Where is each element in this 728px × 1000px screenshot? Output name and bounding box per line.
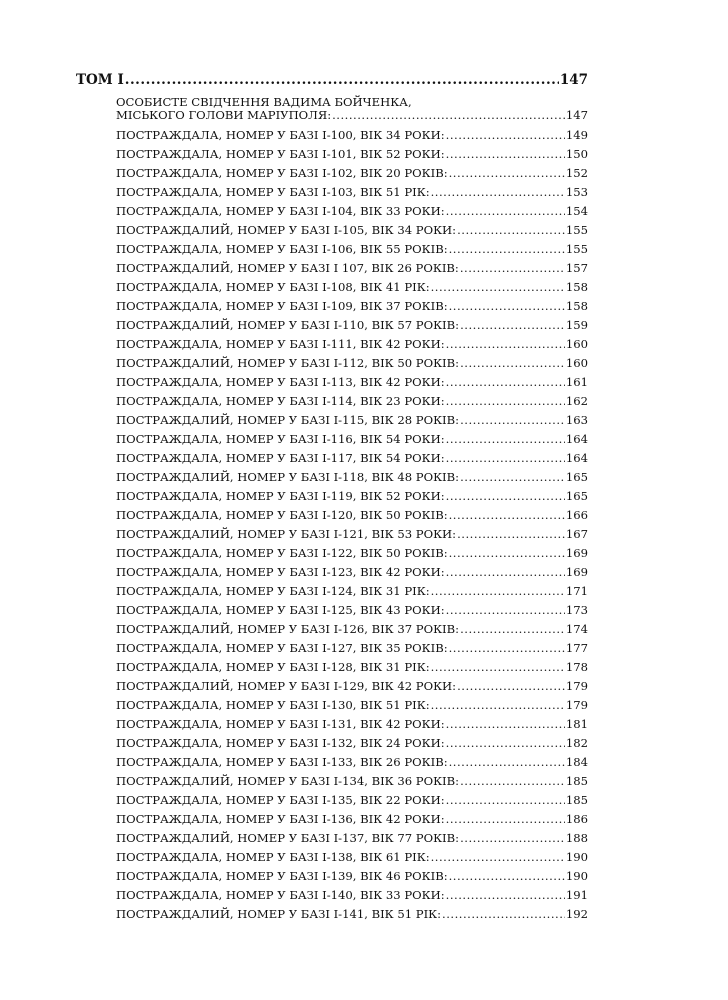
dot-leader (446, 889, 565, 902)
dot-leader (460, 414, 565, 427)
toc-entry-title: ПОСТРАЖДАЛА, НОМЕР У БАЗІ I-140, ВІК 33 РОКИ: (116, 888, 445, 902)
dot-leader (457, 680, 565, 693)
toc-entry[interactable] (116, 889, 588, 902)
toc-entry[interactable] (116, 395, 588, 408)
dot-leader (446, 129, 565, 142)
toc-entry[interactable] (116, 528, 588, 541)
toc-entry[interactable] (116, 737, 588, 750)
toc-entry-title: ПОСТРАЖДАЛА, НОМЕР У БАЗІ I-139, ВІК 46 РОКІВ: (116, 869, 448, 883)
dot-leader (442, 908, 565, 921)
toc-entry-title: ПОСТРАЖДАЛА, НОМЕР У БАЗІ I-123, ВІК 42 РОКИ: (116, 565, 445, 579)
dot-leader (460, 623, 565, 636)
dot-leader (449, 300, 565, 313)
toc-entry[interactable] (116, 718, 588, 731)
dot-leader (460, 832, 565, 845)
toc-entry-page: 149 (565, 128, 588, 142)
toc-entry[interactable] (116, 794, 588, 807)
toc-entry-title: ПОСТРАЖДАЛИЙ, НОМЕР У БАЗІ I-105, ВІК 34 РОКИ: (116, 223, 457, 237)
toc-entry-title: ПОСТРАЖДАЛА, НОМЕР У БАЗІ I-125, ВІК 43 РОКИ: (116, 603, 445, 617)
dot-leader (457, 528, 565, 541)
toc-entry-page: 152 (565, 166, 588, 180)
toc-entry-title: ПОСТРАЖДАЛА, НОМЕР У БАЗІ I-113, ВІК 42 РОКИ: (116, 375, 445, 389)
toc-entry[interactable] (116, 357, 588, 370)
toc-entry[interactable] (116, 813, 588, 826)
toc-entry-page: 164 (565, 451, 588, 465)
toc-entry-title: ПОСТРАЖДАЛА, НОМЕР У БАЗІ I-114, ВІК 23 РОКИ: (116, 394, 445, 408)
toc-entry[interactable] (116, 414, 588, 427)
toc-volume-heading[interactable] (76, 72, 588, 88)
toc-entry-title: ПОСТРАЖДАЛА, НОМЕР У БАЗІ I-133, ВІК 26 РОКІВ: (116, 755, 448, 769)
toc-entry[interactable] (116, 851, 588, 864)
toc-entry[interactable] (116, 281, 588, 294)
dot-leader (431, 661, 565, 674)
toc-entry-title: ПОСТРАЖДАЛА, НОМЕР У БАЗІ I-103, ВІК 51 РІК: (116, 185, 430, 199)
dot-leader (446, 604, 565, 617)
dot-leader (446, 338, 565, 351)
dot-leader (446, 148, 565, 161)
toc-entry-title-line2: МІСЬКОГО ГОЛОВИ МАРІУПОЛЯ: (116, 108, 332, 122)
toc-entry-page: 185 (565, 774, 588, 788)
dot-leader (446, 452, 565, 465)
toc-entry-page: 153 (565, 185, 588, 199)
toc-entry-page: 169 (565, 546, 588, 560)
toc-entry-page: 162 (565, 394, 588, 408)
dot-leader (449, 547, 565, 560)
dot-leader (449, 167, 565, 180)
dot-leader (460, 319, 565, 332)
toc-entry[interactable] (116, 490, 588, 503)
toc-entry-page: 165 (565, 489, 588, 503)
toc-entry-page: 167 (565, 527, 588, 541)
toc-entry[interactable] (116, 433, 588, 446)
toc-entry-page: 190 (565, 869, 588, 883)
dot-leader (449, 870, 565, 883)
toc-entry-page: 178 (565, 660, 588, 674)
toc-entry[interactable] (116, 376, 588, 389)
toc-entry[interactable] (116, 224, 588, 237)
toc-entry-personal-testimony[interactable] (116, 96, 588, 122)
toc-entry[interactable] (116, 167, 588, 180)
toc-entry[interactable] (116, 243, 588, 256)
toc-entry-title: ПОСТРАЖДАЛА, НОМЕР У БАЗІ I-101, ВІК 52 РОКИ: (116, 147, 445, 161)
dot-leader (446, 376, 565, 389)
toc-entry-page: 163 (565, 413, 588, 427)
dot-leader (460, 262, 565, 275)
toc-entry[interactable] (116, 300, 588, 313)
dot-leader (446, 718, 565, 731)
toc-entry-page: 179 (565, 679, 588, 693)
toc-entry-page: 160 (565, 337, 588, 351)
toc-entry-title: ПОСТРАЖДАЛИЙ, НОМЕР У БАЗІ I-126, ВІК 37 РОКІВ: (116, 622, 460, 636)
toc-entry-title: ПОСТРАЖДАЛА, НОМЕР У БАЗІ I-109, ВІК 37 РОКІВ: (116, 299, 448, 313)
toc-entry-page: 155 (565, 242, 588, 256)
toc-entry-page: 186 (565, 812, 588, 826)
toc-entry-title: ПОСТРАЖДАЛА, НОМЕР У БАЗІ I-136, ВІК 42 РОКИ: (116, 812, 445, 826)
toc-entry-page: 192 (565, 907, 588, 921)
toc-entry-page: 160 (565, 356, 588, 370)
toc-entry-page: 191 (565, 888, 588, 902)
toc-entry-page: 164 (565, 432, 588, 446)
toc-entry-page: 161 (565, 375, 588, 389)
toc-entry-page: 169 (565, 565, 588, 579)
toc-entry-title: ПОСТРАЖДАЛИЙ, НОМЕР У БАЗІ I-129, ВІК 42 РОКИ: (116, 679, 457, 693)
toc-entry-page: 171 (565, 584, 588, 598)
toc-entry-title: ПОСТРАЖДАЛА, НОМЕР У БАЗІ I-138, ВІК 61 РІК: (116, 850, 430, 864)
toc-entry-page: 155 (565, 223, 588, 237)
toc-entry[interactable] (116, 262, 588, 275)
toc-entry-page: 184 (565, 755, 588, 769)
toc-entry-title: ПОСТРАЖДАЛИЙ, НОМЕР У БАЗІ I-115, ВІК 28 РОКІВ: (116, 413, 460, 427)
toc-entry-page: 179 (565, 698, 588, 712)
toc-entry-title: ПОСТРАЖДАЛИЙ, НОМЕР У БАЗІ I-110, ВІК 57 РОКІВ: (116, 318, 460, 332)
dot-leader (446, 205, 565, 218)
toc-entry-page: 177 (565, 641, 588, 655)
toc-entry-page: 166 (565, 508, 588, 522)
toc-entry[interactable] (116, 566, 588, 579)
toc-entry-title: ПОСТРАЖДАЛА, НОМЕР У БАЗІ I-120, ВІК 50 РОКІВ: (116, 508, 448, 522)
toc-entry-title: ПОСТРАЖДАЛА, НОМЕР У БАЗІ I-128, ВІК 31 РІК: (116, 660, 430, 674)
toc-entry-title-line1: ОСОБИСТЕ СВІДЧЕННЯ ВАДИМА БОЙЧЕНКА, (116, 95, 412, 109)
toc-entry-title: ПОСТРАЖДАЛА, НОМЕР У БАЗІ I-111, ВІК 42 РОКИ: (116, 337, 445, 351)
toc-entry-title: ПОСТРАЖДАЛИЙ, НОМЕР У БАЗІ I-121, ВІК 53 РОКИ: (116, 527, 457, 541)
toc-entry[interactable] (116, 642, 588, 655)
toc-entry-page: 165 (565, 470, 588, 484)
toc-entry-title: ПОСТРАЖДАЛИЙ, НОМЕР У БАЗІ I-134, ВІК 36 РОКІВ: (116, 774, 460, 788)
toc-entry-title: ПОСТРАЖДАЛА, НОМЕР У БАЗІ I-130, ВІК 51 РІК: (116, 698, 430, 712)
toc-entry-page: 181 (565, 717, 588, 731)
dot-leader (431, 851, 565, 864)
dot-leader (446, 395, 565, 408)
dot-leader (449, 509, 565, 522)
toc-entry-title: ПОСТРАЖДАЛА, НОМЕР У БАЗІ I-100, ВІК 34 РОКИ: (116, 128, 445, 142)
toc-entry[interactable] (116, 585, 588, 598)
toc-entry-title: ПОСТРАЖДАЛИЙ, НОМЕР У БАЗІ I-118, ВІК 48 РОКІВ: (116, 470, 460, 484)
dot-leader (446, 490, 565, 503)
toc-entry[interactable] (116, 452, 588, 465)
toc-entry-title: ПОСТРАЖДАЛА, НОМЕР У БАЗІ I-135, ВІК 22 РОКИ: (116, 793, 445, 807)
dot-leader (431, 186, 565, 199)
toc-entry-page: 150 (565, 147, 588, 161)
toc-entry[interactable] (116, 604, 588, 617)
toc-entry[interactable] (116, 205, 588, 218)
toc-entry[interactable] (116, 756, 588, 769)
toc-entry-page: 188 (565, 831, 588, 845)
toc-entries (116, 96, 588, 921)
dot-leader (446, 737, 565, 750)
toc-entry-title: ПОСТРАЖДАЛИЙ, НОМЕР У БАЗІ I 107, ВІК 26 РОКІВ: (116, 261, 459, 275)
toc-entry-page: 158 (565, 280, 588, 294)
toc-entry[interactable] (116, 338, 588, 351)
toc-volume-title: ТОМ I (76, 72, 124, 88)
dot-leader (431, 699, 565, 712)
toc-entry-title: ПОСТРАЖДАЛА, НОМЕР У БАЗІ I-124, ВІК 31 РІК: (116, 584, 430, 598)
toc-entry[interactable] (116, 129, 588, 142)
dot-leader (431, 585, 565, 598)
toc-entry-page: 185 (565, 793, 588, 807)
toc-entry-page: 147 (565, 108, 588, 122)
toc-entry[interactable] (116, 832, 588, 845)
toc-entry-title: ПОСТРАЖДАЛИЙ, НОМЕР У БАЗІ I-112, ВІК 50 РОКІВ: (116, 356, 460, 370)
toc-entry-page: 157 (565, 261, 588, 275)
toc-entry-page: 154 (565, 204, 588, 218)
toc-entry-page: 159 (565, 318, 588, 332)
toc-entry[interactable] (116, 680, 588, 693)
toc-entry-title: ПОСТРАЖДАЛИЙ, НОМЕР У БАЗІ I-137, ВІК 77 РОКІВ: (116, 831, 460, 845)
toc-entry[interactable] (116, 471, 588, 484)
toc-entry[interactable] (116, 186, 588, 199)
dot-leader (460, 357, 565, 370)
dot-leader (446, 566, 565, 579)
toc-entry[interactable] (116, 661, 588, 674)
toc-entry-page: 173 (565, 603, 588, 617)
toc-entry-title: ПОСТРАЖДАЛА, НОМЕР У БАЗІ I-104, ВІК 33 РОКИ: (116, 204, 445, 218)
toc-entry-title: ПОСТРАЖДАЛА, НОМЕР У БАЗІ I-122, ВІК 50 РОКІВ: (116, 546, 448, 560)
toc-entry-page: 158 (565, 299, 588, 313)
toc-entry-title: ПОСТРАЖДАЛА, НОМЕР У БАЗІ I-108, ВІК 41 РІК: (116, 280, 430, 294)
toc-entry-page: 182 (565, 736, 588, 750)
toc-entry-title: ПОСТРАЖДАЛА, НОМЕР У БАЗІ I-132, ВІК 24 РОКИ: (116, 736, 445, 750)
toc-entry-title: ПОСТРАЖДАЛА, НОМЕР У БАЗІ I-127, ВІК 35 РОКІВ: (116, 641, 448, 655)
table-of-contents (76, 72, 588, 927)
toc-entry-page: 174 (565, 622, 588, 636)
toc-entry[interactable] (116, 623, 588, 636)
dot-leader (125, 72, 559, 88)
dot-leader (431, 281, 565, 294)
dot-leader (449, 642, 565, 655)
dot-leader (446, 813, 565, 826)
toc-entry[interactable] (116, 319, 588, 332)
dot-leader (449, 756, 565, 769)
dot-leader (460, 471, 565, 484)
dot-leader (449, 243, 565, 256)
toc-entry[interactable] (116, 509, 588, 522)
toc-entry[interactable] (116, 870, 588, 883)
toc-entry-title: ПОСТРАЖДАЛА, НОМЕР У БАЗІ I-106, ВІК 55 РОКІВ: (116, 242, 448, 256)
toc-entry[interactable] (116, 699, 588, 712)
toc-entry-title: ПОСТРАЖДАЛА, НОМЕР У БАЗІ I-119, ВІК 52 РОКИ: (116, 489, 445, 503)
toc-entry-title: ПОСТРАЖДАЛА, НОМЕР У БАЗІ I-116, ВІК 54 РОКИ: (116, 432, 445, 446)
toc-entry-title: ПОСТРАЖДАЛА, НОМЕР У БАЗІ I-117, ВІК 54 РОКИ: (116, 451, 445, 465)
toc-entry-title: ПОСТРАЖДАЛИЙ, НОМЕР У БАЗІ I-141, ВІК 51 РІК: (116, 907, 442, 921)
toc-entry-page: 190 (565, 850, 588, 864)
toc-entry[interactable] (116, 908, 588, 921)
toc-entry[interactable] (116, 547, 588, 560)
toc-entry[interactable] (116, 775, 588, 788)
toc-entry-title: ПОСТРАЖДАЛА, НОМЕР У БАЗІ I-131, ВІК 42 РОКИ: (116, 717, 445, 731)
dot-leader (460, 775, 565, 788)
toc-entry-title: ПОСТРАЖДАЛА, НОМЕР У БАЗІ I-102, ВІК 20 РОКІВ: (116, 166, 448, 180)
dot-leader (457, 224, 565, 237)
dot-leader (446, 433, 565, 446)
toc-volume-page: 147 (559, 72, 588, 88)
dot-leader (446, 794, 565, 807)
dot-leader (332, 109, 565, 122)
toc-entry[interactable] (116, 148, 588, 161)
